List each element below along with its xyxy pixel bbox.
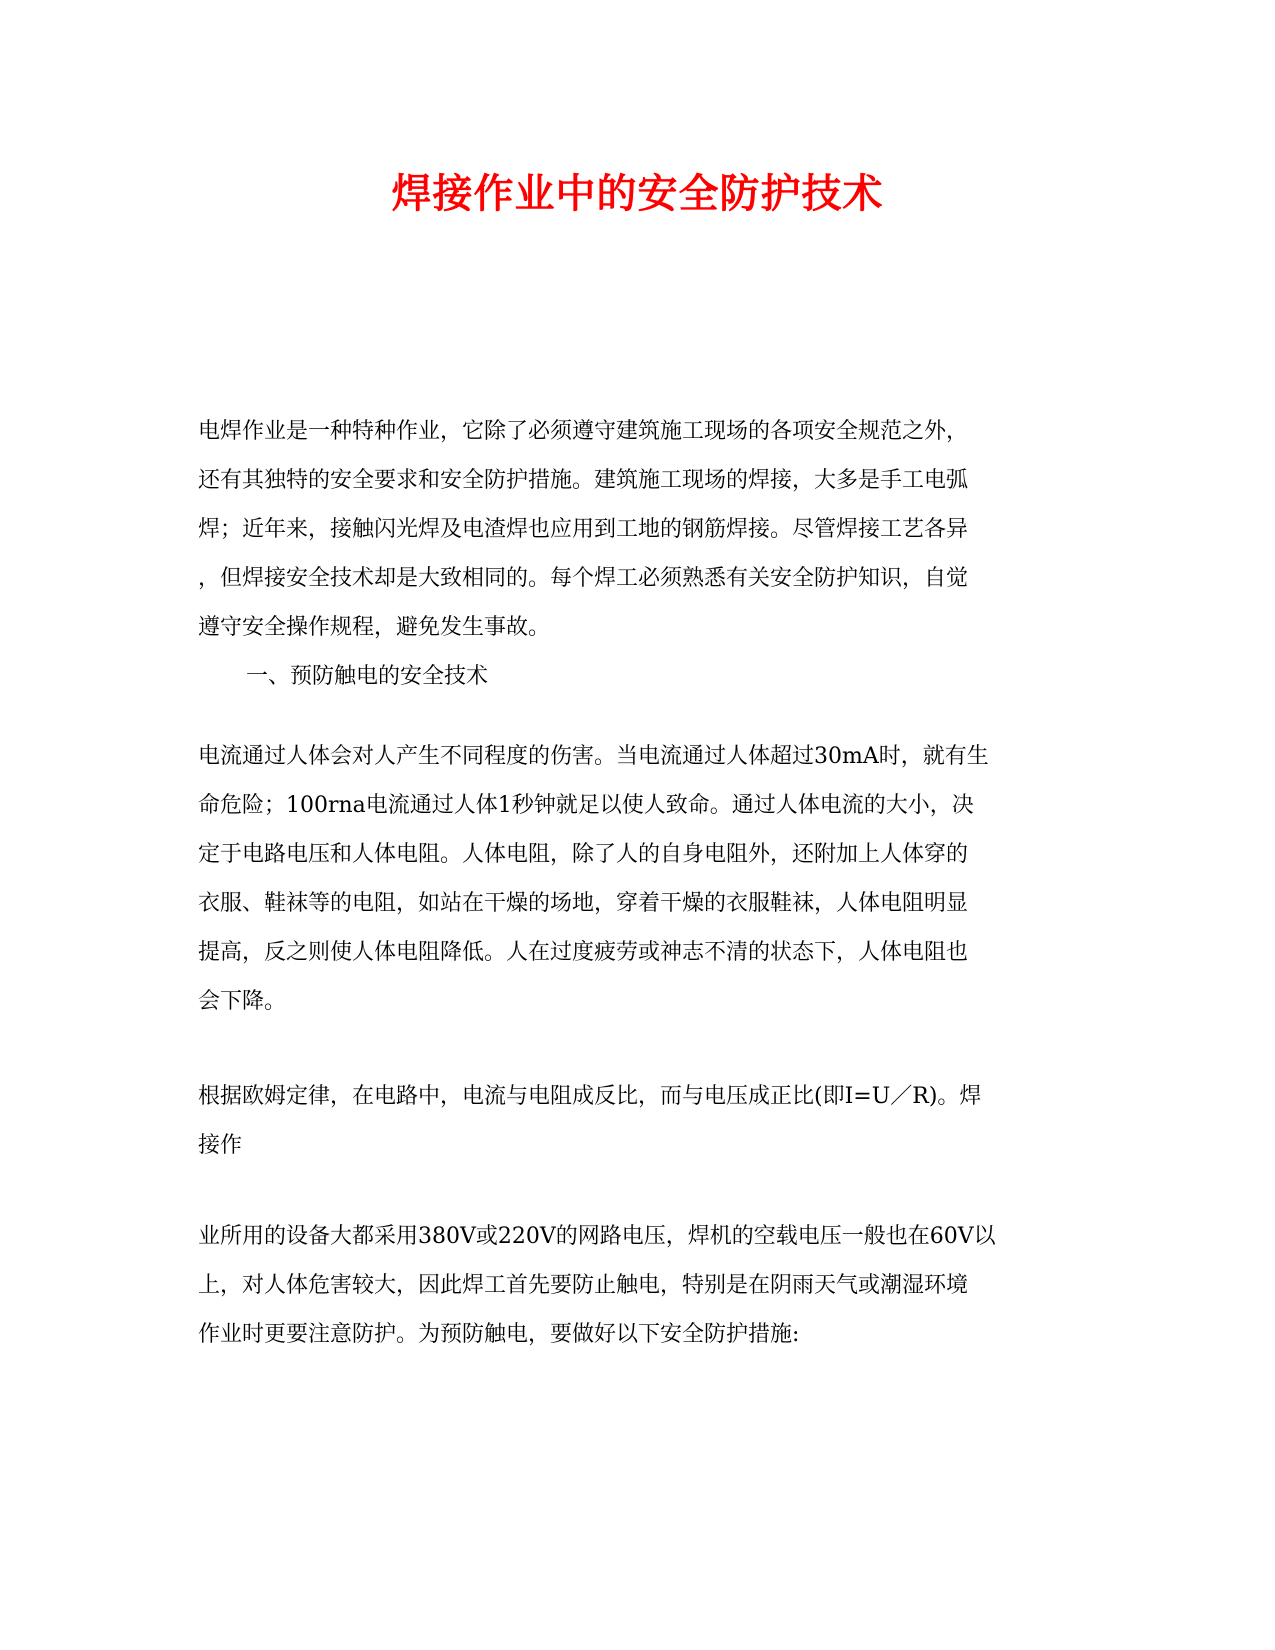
electric-current-paragraph: 电流通过人体会对人产生不同程度的伤害。当电流通过人体超过30mA时，就有生 命危险；100rna电流通过人体1秒钟就足以使人致命。通过人体电流的大小，决 定于电路电压和人体电阻。人体电阻，除了人的自身电阻外，还附加上人体穿的 衣服、鞋袜等的电阻，如站在干燥的场地，穿着干燥的衣服鞋袜，人体电阻明显 提高，反之则使人体电阻降低。人在过度疲劳或神志不清的状态下，人体电阻也 会下降。 bbox=[198, 744, 989, 1014]
document-title: 焊接作业中的安全防护技术 bbox=[391, 170, 884, 217]
intro-paragraph: 电焊作业是一种特种作业，它除了必须遵守建筑施工现场的各项安全规范之外， 还有其独特的安全要求和安全防护措施。建筑施工现场的焊接，大多是手工电弧 焊；近年来，接触闪光焊及电渣焊也应用到工地的钢筋焊接。尽管焊接工艺各异 ，但焊接安全技术却是大致相同的。每个焊工必须熟悉有关安全防护知识，自觉 遵守安全操作规程，避免发生事故。 bbox=[198, 419, 969, 640]
ohms-law-paragraph: 根据欧姆定律，在电路中，电流与电阻成反比，而与电压成正比(即I=U／R)。焊 接作 bbox=[198, 1084, 982, 1158]
section-heading: 一、预防触电的安全技术 bbox=[246, 664, 489, 689]
equipment-voltage-paragraph: 业所用的设备大都采用380V或220V的网路电压，焊机的空载电压一般也在60V以 上，对人体危害较大，因此焊工首先要防止触电，特别是在阴雨天气或潮湿环境 作业时更要注意防护。为预防触电，要做好以下安全防护措施: bbox=[198, 1224, 996, 1347]
